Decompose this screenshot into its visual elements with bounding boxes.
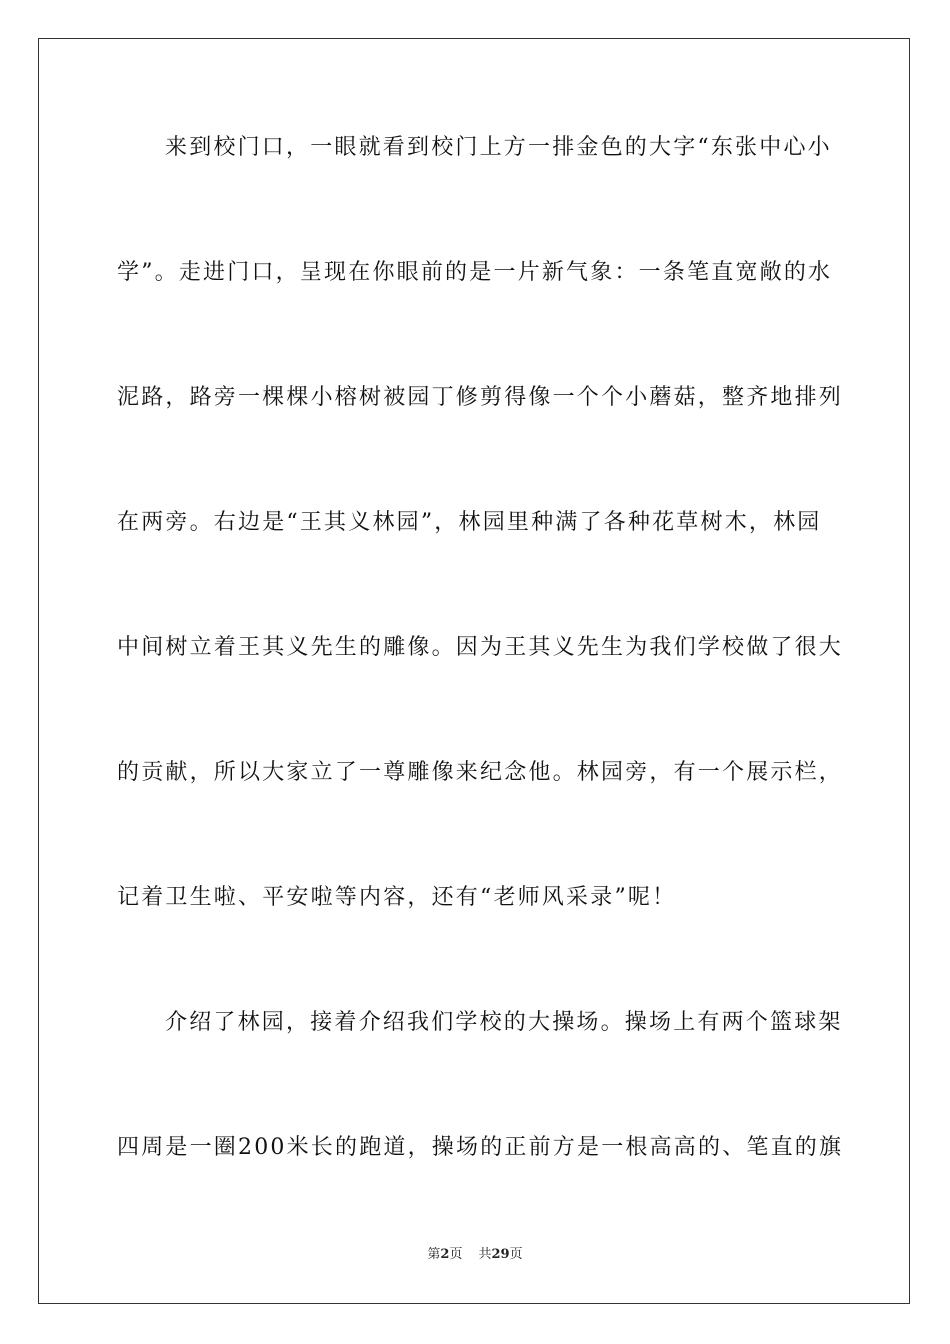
paragraph-1-line-6: 的贡献，所以大家立了一尊雕像来纪念他。林园旁，有一个展示栏，	[117, 760, 844, 785]
paragraph-2-line-1: 介绍了林园，接着介绍我们学校的大操场。操场上有两个篮球架	[165, 1010, 843, 1035]
page-border	[38, 38, 910, 1304]
page-prefix: 第	[427, 1247, 441, 1262]
page-footer	[0, 1246, 950, 1264]
paragraph-1-line-7: 记着卫生啦、平安啦等内容，还有“老师风采录”呢！	[117, 885, 677, 910]
page-number: 2	[440, 1247, 450, 1262]
paragraph-2-line-2: 四周是一圈200米长的跑道，操场的正前方是一根高高的、笔直的旗	[117, 1135, 844, 1160]
total-pages: 29	[491, 1247, 510, 1262]
paragraph-1-line-5: 中间树立着王其义先生的雕像。因为王其义先生为我们学校做了很大	[117, 635, 844, 660]
paragraph-1-line-3: 泥路，路旁一棵棵小榕树被园丁修剪得像一个个小蘑菇，整齐地排列	[117, 385, 844, 410]
total-prefix: 共	[478, 1247, 492, 1262]
paragraph-1-line-4: 在两旁。右边是“王其义林园”，林园里种满了各种花草树木，林园	[117, 510, 822, 535]
paragraph-1-line-2: 学”。走进门口，呈现在你眼前的是一片新气象：一条笔直宽敞的水	[117, 260, 833, 285]
page-suffix: 页	[449, 1247, 463, 1262]
paragraph-1-line-1: 来到校门口，一眼就看到校门上方一排金色的大字“东张中心小	[165, 135, 832, 160]
total-suffix: 页	[509, 1247, 523, 1262]
